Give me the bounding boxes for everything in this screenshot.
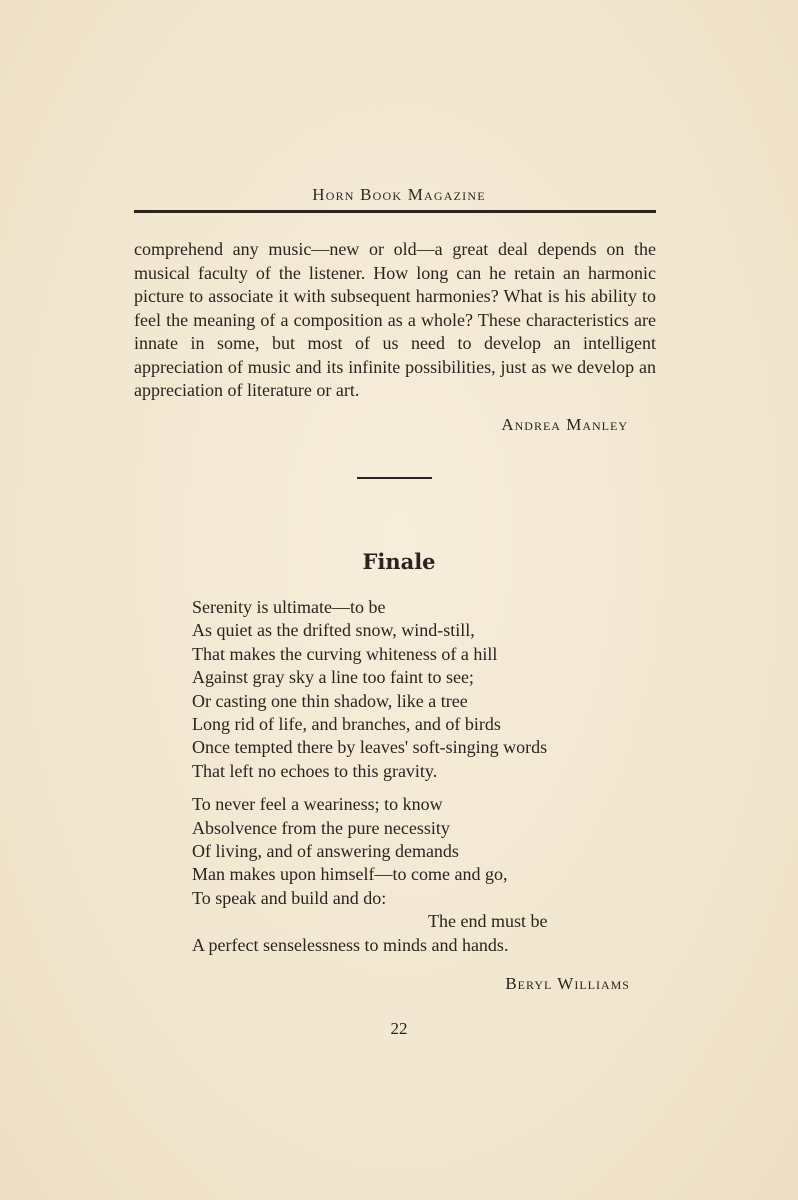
poem-line: As quiet as the drifted snow, wind-still, (192, 620, 475, 641)
poem-line: That left no echoes to this gravity. (192, 760, 438, 781)
poem-author: Beryl Williams (505, 974, 630, 993)
article-paragraph: comprehend any music—new or old—a great deal depends on the musical faculty of the listener. How long can he retain an harmonic picture to associate it with subsequent harmonies? What is his ability to feel the meaning of a composition as a whole? These characteristics are innate in some, but most of us need to develop an intelligent appreciation of music and its infinite possibilities, just as we develop an appreciation of literature or art. (134, 239, 656, 400)
poem-line: Serenity is ultimate—to be (192, 597, 386, 617)
poem-line: To never feel a weariness; to know (192, 794, 443, 815)
poem-line: That makes the curving whiteness of a hill (192, 643, 498, 664)
article-text (134, 238, 656, 403)
poem-line: Absolvence from the pure necessity (192, 817, 450, 838)
poem-stanza-1 (192, 596, 632, 783)
poem-line: A perfect senselessness to minds and hands. (192, 934, 509, 955)
poem-stanza-2 (192, 793, 632, 957)
poem-line: Of living, and of answering demands (192, 841, 459, 862)
header-rule (134, 210, 656, 213)
poem-line: Once tempted there by leaves' soft-singing words (192, 737, 548, 758)
poem-body (192, 596, 632, 957)
section-divider (357, 477, 432, 479)
poem-line-indented: The end must be (428, 911, 548, 932)
article-author: Andrea Manley (501, 415, 628, 434)
poem-line: To speak and build and do: (192, 887, 387, 908)
poem-title: Finale (362, 549, 436, 574)
poem-line: Or casting one thin shadow, like a tree (192, 690, 468, 711)
poem-line: Man makes upon himself—to come and go, (192, 864, 508, 885)
poem-line: Long rid of life, and branches, and of birds (192, 714, 501, 735)
page-number: 22 (390, 1019, 408, 1038)
running-head: Horn Book Magazine (312, 185, 486, 204)
poem-line: Against gray sky a line too faint to see; (192, 667, 474, 688)
